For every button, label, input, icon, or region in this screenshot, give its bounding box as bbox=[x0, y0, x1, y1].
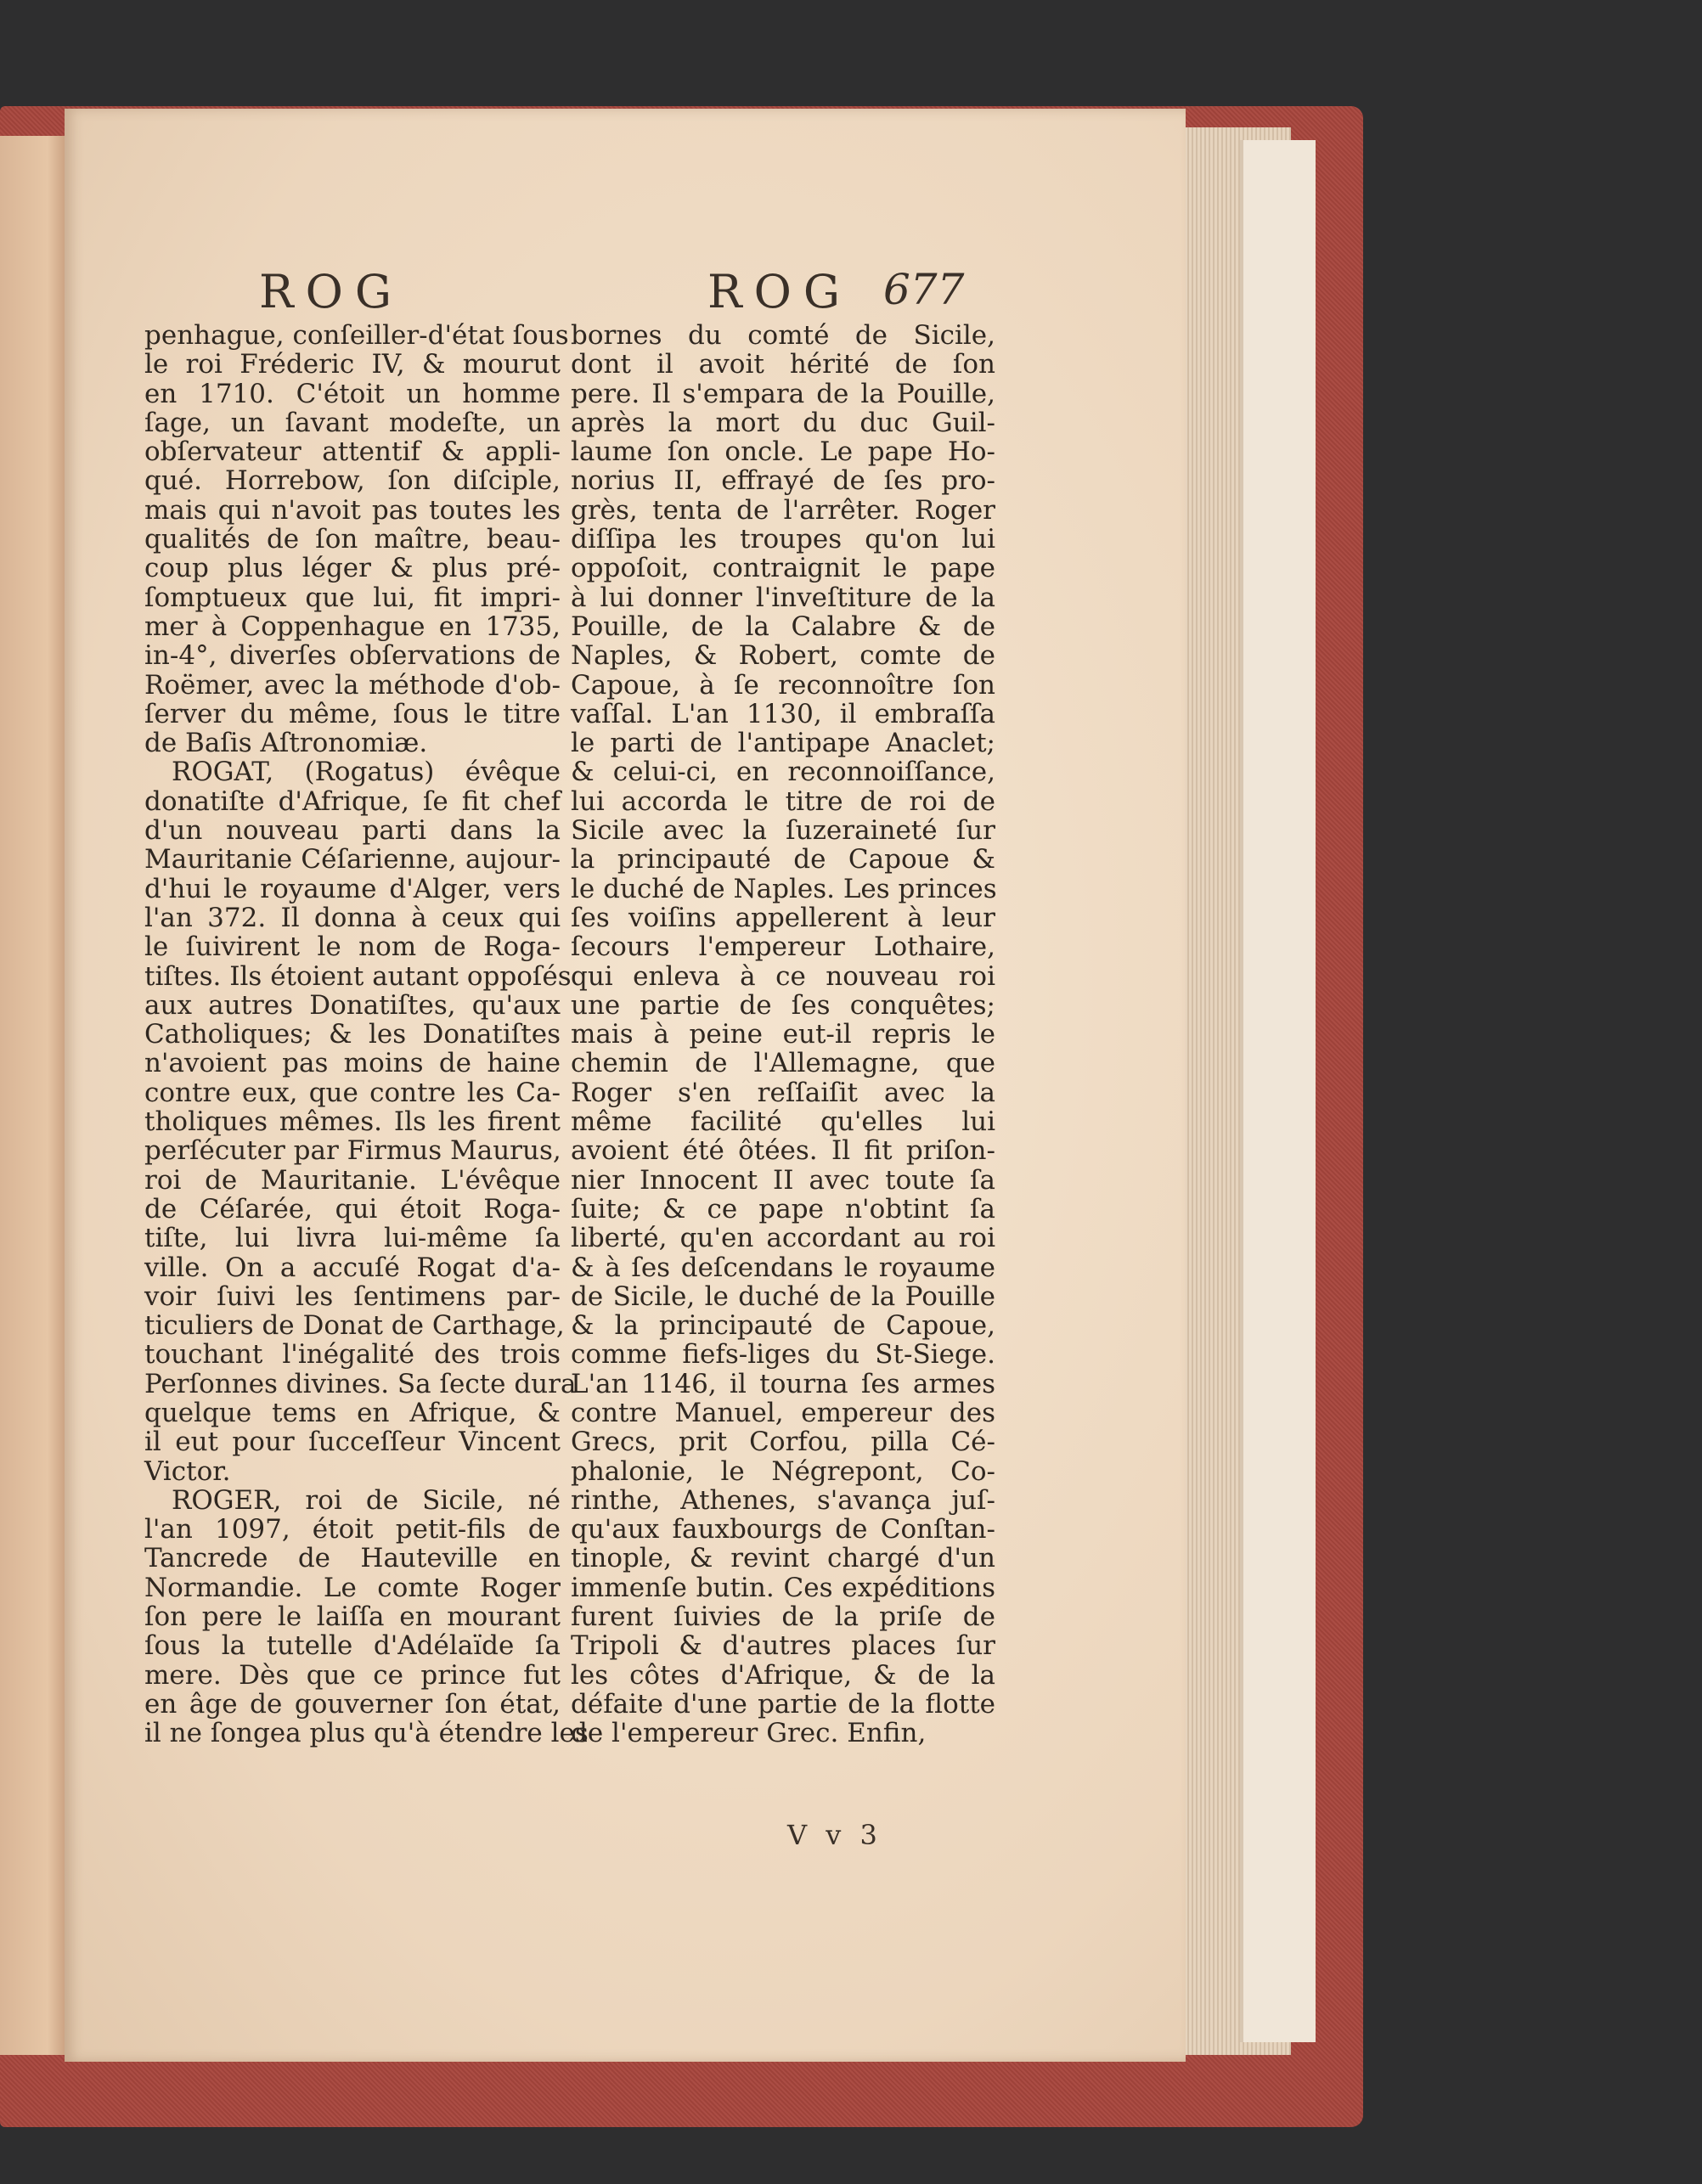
text-line: Catholiques; & les Donatiſtes bbox=[144, 1019, 561, 1050]
text-line: in-4°, diverſes obſervations de bbox=[144, 640, 561, 672]
text-line: laume ſon oncle. Le pape Ho- bbox=[571, 436, 995, 468]
text-line: avoient été ôtées. Il fit priſon- bbox=[571, 1135, 995, 1167]
text-line: les côtes d'Afrique, & de la bbox=[571, 1659, 995, 1691]
text-line: grès, tenta de l'arrêter. Roger bbox=[571, 494, 995, 526]
text-line: quelque tems en Afrique, & bbox=[144, 1397, 561, 1428]
text-line: Normandie. Le comte Roger bbox=[144, 1572, 561, 1603]
text-line: & à ſes deſcendans le royaume bbox=[571, 1252, 995, 1283]
text-line: après la mort du duc Guil- bbox=[571, 407, 995, 438]
text-line: phalonie, le Négrepont, Co- bbox=[571, 1455, 995, 1487]
text-line: tholiques mêmes. Ils les firent bbox=[144, 1106, 561, 1138]
running-head-left: ROG bbox=[259, 265, 404, 318]
text-line: le ſuivirent le nom de Roga- bbox=[144, 932, 561, 963]
text-line: dont il avoit hérité de ſon bbox=[571, 349, 995, 380]
text-line: bornes du comté de Sicile, bbox=[571, 320, 995, 351]
text-line: donatiſte d'Afrique, ſe fit chef bbox=[144, 785, 561, 817]
text-line: Perſonnes divines. Sa ſecte dura bbox=[144, 1368, 577, 1399]
text-line: le roi Fréderic IV, & mourut bbox=[144, 349, 561, 380]
text-line: & celui-ci, en reconnoiſſance, bbox=[571, 757, 995, 788]
text-line: ſon pere le laiſſa en mourant bbox=[144, 1601, 561, 1633]
text-line: Naples, & Robert, comte de bbox=[571, 640, 995, 672]
text-line: mere. Dès que ce prince fut bbox=[144, 1659, 561, 1691]
text-line: en âge de gouverner ſon état, bbox=[144, 1688, 561, 1720]
text-line: ſuite; & ce pape n'obtint ſa bbox=[571, 1193, 995, 1224]
signature-mark: V v 3 bbox=[787, 1819, 882, 1851]
text-line: de Baſis Aſtronomiæ. bbox=[144, 728, 428, 759]
text-line: aux autres Donatiſtes, qu'aux bbox=[144, 989, 561, 1021]
text-line: l'an 1097, étoit petit-fils de bbox=[144, 1514, 561, 1545]
text-line: d'hui le royaume d'Alger, vers bbox=[144, 873, 561, 904]
text-line: tiſte, lui livra lui-même ſa bbox=[144, 1223, 561, 1254]
text-line: Roëmer, avec la méthode d'ob- bbox=[144, 669, 561, 701]
text-line: ſes voiſins appellerent à leur bbox=[571, 902, 995, 933]
text-line: ticuliers de Donat de Carthage, bbox=[144, 1310, 565, 1342]
text-line: il ne ſongea plus qu'à étendre les bbox=[144, 1718, 589, 1749]
text-line: obſervateur attentif & appli- bbox=[144, 436, 561, 468]
text-line: de l'empereur Grec. Enfin, bbox=[571, 1718, 927, 1749]
text-line: mais qui n'avoit pas toutes les bbox=[144, 494, 561, 526]
text-line: l'an 372. Il donna à ceux qui bbox=[144, 902, 561, 933]
text-line: qué. Horrebow, ſon diſciple, bbox=[144, 465, 561, 497]
text-line: vaſſal. L'an 1130, il embraſſa bbox=[571, 698, 995, 729]
text-line: roi de Mauritanie. L'évêque bbox=[144, 1164, 561, 1196]
text-line: d'un nouveau parti dans la bbox=[144, 815, 561, 847]
text-line: contre eux, que contre les Ca- bbox=[144, 1077, 561, 1108]
text-line: ROGAT, (Rogatus) évêque bbox=[172, 757, 561, 788]
text-line: le parti de l'antipape Anaclet; bbox=[571, 728, 995, 759]
text-line: Tancrede de Hauteville en bbox=[144, 1543, 561, 1574]
text-line: immenſe butin. Ces expéditions bbox=[571, 1572, 995, 1603]
text-line: pere. Il s'empara de la Pouille, bbox=[571, 378, 995, 409]
text-line: lui accorda le titre de roi de bbox=[571, 785, 995, 817]
text-line: chemin de l'Allemagne, que bbox=[571, 1048, 995, 1079]
text-line: tinople, & revint chargé d'un bbox=[571, 1543, 995, 1574]
text-line: ROGER, roi de Sicile, né bbox=[172, 1484, 561, 1516]
page-block-inner bbox=[1240, 140, 1316, 2042]
text-line: coup plus léger & plus pré- bbox=[144, 553, 561, 584]
text-line: L'an 1146, il tourna ſes armes bbox=[571, 1368, 995, 1399]
text-line: diſſipa les troupes qu'on lui bbox=[571, 524, 995, 555]
text-line: Pouille, de la Calabre & de bbox=[571, 611, 995, 642]
previous-page-edge bbox=[0, 136, 68, 2055]
text-line: & la principauté de Capoue, bbox=[571, 1310, 995, 1342]
text-line: ſecours l'empereur Lothaire, bbox=[571, 932, 995, 963]
page-number: 677 bbox=[883, 265, 965, 314]
text-line: qu'aux fauxbourgs de Conſtan- bbox=[571, 1514, 995, 1545]
text-line: il eut pour ſucceſſeur Vincent bbox=[144, 1427, 561, 1458]
text-line: Roger s'en reſſaiſit avec la bbox=[571, 1077, 995, 1108]
text-line: comme fiefs-liges du St-Siege. bbox=[571, 1339, 995, 1371]
text-line: ſerver du même, ſous le titre bbox=[144, 698, 561, 729]
text-line: liberté, qu'en accordant au roi bbox=[571, 1223, 995, 1254]
text-line: en 1710. C'étoit un homme bbox=[144, 378, 561, 409]
text-line: Grecs, prit Corfou, pilla Cé- bbox=[571, 1427, 995, 1458]
text-line: à lui donner l'inveſtiture de la bbox=[571, 582, 995, 613]
left-text-column bbox=[144, 320, 589, 1749]
text-line: voir ſuivi les ſentimens par- bbox=[144, 1281, 561, 1312]
text-line: ſage, un ſavant modeſte, un bbox=[144, 407, 561, 438]
text-line: mais à peine eut-il repris le bbox=[571, 1019, 995, 1050]
text-line: perſécuter par Firmus Maurus, bbox=[144, 1135, 561, 1167]
text-line: de Céſarée, qui étoit Roga- bbox=[144, 1193, 561, 1224]
text-line: tiſtes. Ils étoient autant oppoſés bbox=[144, 960, 572, 992]
text-line: une partie de ſes conquêtes; bbox=[571, 989, 995, 1021]
text-line: nier Innocent II avec toute ſa bbox=[571, 1164, 995, 1196]
text-line: de Sicile, le duché de la Pouille bbox=[571, 1281, 995, 1312]
text-line: Sicile avec la ſuzeraineté ſur bbox=[571, 815, 995, 847]
text-line: norius II, effrayé de ſes pro- bbox=[571, 465, 995, 497]
text-line: contre Manuel, empereur des bbox=[571, 1397, 995, 1428]
running-head-right: ROG bbox=[707, 265, 853, 318]
text-line: ſous la tutelle d'Adélaïde ſa bbox=[144, 1630, 561, 1662]
text-line: défaite d'une partie de la flotte bbox=[571, 1688, 995, 1720]
text-line: Capoue, à ſe reconnoître ſon bbox=[571, 669, 995, 701]
right-text-column bbox=[571, 321, 995, 1748]
text-line: mer à Coppenhague en 1735, bbox=[144, 611, 561, 642]
text-line: furent ſuivies de la priſe de bbox=[571, 1601, 995, 1633]
text-line: touchant l'inégalité des trois bbox=[144, 1339, 561, 1371]
text-line: Tripoli & d'autres places ſur bbox=[571, 1630, 995, 1662]
text-line: rinthe, Athenes, s'avança juſ- bbox=[571, 1484, 995, 1516]
text-line: n'avoient pas moins de haine bbox=[144, 1048, 561, 1079]
text-line: ſomptueux que lui, fit impri- bbox=[144, 582, 561, 613]
text-line: Mauritanie Céſarienne, aujour- bbox=[144, 844, 561, 875]
text-line: penhague, conſeiller-d'état ſous bbox=[144, 320, 569, 351]
text-line: ville. On a accuſé Rogat d'a- bbox=[144, 1252, 561, 1283]
text-line: même facilité qu'elles lui bbox=[571, 1106, 995, 1138]
text-line: qualités de ſon maître, beau- bbox=[144, 524, 561, 555]
text-line: qui enleva à ce nouveau roi bbox=[571, 960, 995, 992]
text-line: Victor. bbox=[144, 1455, 231, 1487]
text-line: oppoſoit, contraignit le pape bbox=[571, 553, 995, 584]
text-line: le duché de Naples. Les princes bbox=[571, 873, 997, 904]
text-line: la principauté de Capoue & bbox=[571, 844, 995, 875]
